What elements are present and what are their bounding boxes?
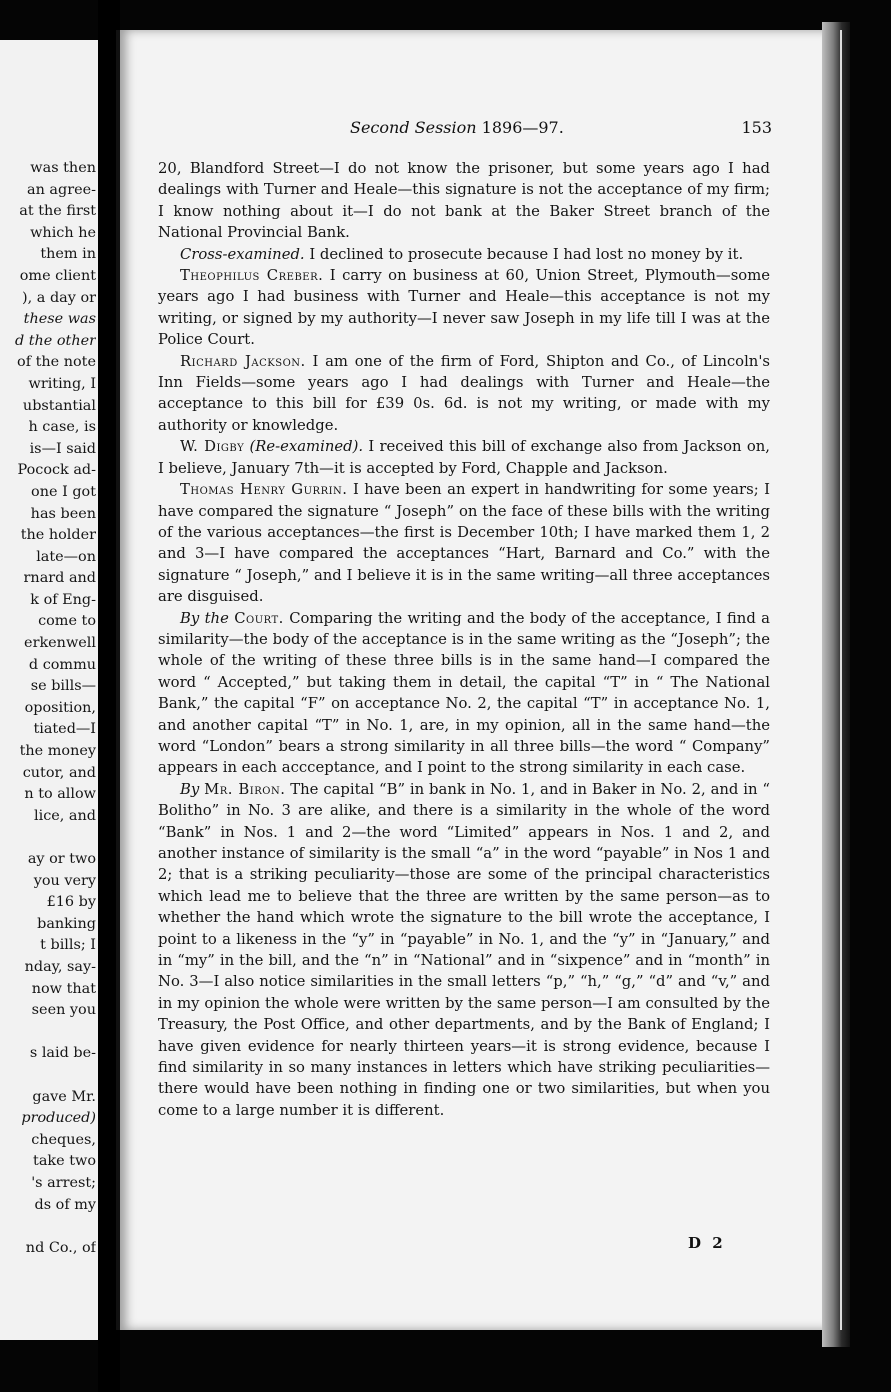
left-fragment-line: rnard and bbox=[23, 570, 96, 587]
speaker-lead: W. Digby bbox=[180, 438, 245, 456]
left-fragment-line: d commu bbox=[28, 656, 96, 673]
speaker-lead-qualifier: Court. bbox=[234, 609, 284, 627]
testimony-paragraph bbox=[158, 351, 770, 437]
left-fragment-line bbox=[0, 1216, 96, 1238]
paragraph-body: I received this bill of exchange also from Jackson on, I believe, January 7th—it is accepted by Ford, Chapple and Jackson. bbox=[158, 438, 770, 477]
paragraph-body: I have been an expert in handwriting for some years; I have compared the signature “ Joseph” on the face of these bills with the writing of the various acceptances—the first is December 10th; I have marked them 1, 2 and 3—I have compared the acceptances “Hart, Barnard and Co.” with the signature “ Joseph,” and I believe it is in the same writing—all three acceptances are disguised. bbox=[158, 481, 770, 606]
paragraph-body: I am one of the firm of Ford, Shipton and Co., of Lincoln's Inn Fields—some years ago I had dealings with Turner and Heale—the acceptance to this bill for £39 0s. 6d. is not my writing, or made with my authority or knowledge. bbox=[158, 352, 770, 434]
running-title bbox=[350, 118, 564, 137]
left-fragment-line: ds of my bbox=[34, 1196, 96, 1213]
speaker-lead: By the bbox=[180, 609, 229, 627]
left-fragment-line: gave Mr. bbox=[32, 1088, 96, 1105]
paragraph-body: The capital “B” in bank in No. 1, and in Baker in No. 2, and in “ Bolitho” in No. 3 are alike, and there is a similarity in the whole of the word “Bank” in Nos. 1 and 2—the word “Limited” appears in Nos. 1 and 2, and another instance of similarity is the small “a” in the word “payable” in Nos 1 and 2; that is a striking peculiarity—those are some of the principal characteristics which lead me to believe that the three are written by the same person—as to whether the hand which wrote the signature to the bill wrote the acceptance, I point to a likeness in the “y” in “payable” in No. 1, and the “y” in “January,” and in “my” in the bill, and the “n” in “National” and in “sixpence” and in “month” in No. 3—I also notice similarities in the small letters “p,” “h,” “g,” “d” and “v,” and in my opinion the whole were written by the same person—I am consulted by the Treasury, the Post Office, and other departments, and by the Bank of England; I have given evidence for nearly thirteen years—it is strong evidence, because I find similarity in so many instances in letters which have striking peculiarities—there would have been nothing in finding one or two similarities, but when you come to a large number it is different. bbox=[158, 780, 770, 1119]
left-fragment-line: banking bbox=[37, 915, 96, 932]
left-fragment-line: nday, say- bbox=[24, 958, 96, 975]
paragraph-body: I declined to prosecute because I had lost no money by it. bbox=[304, 245, 744, 263]
left-fragment-line: nd Co., of bbox=[25, 1239, 96, 1256]
left-fragment-line: ), a day or bbox=[22, 289, 96, 306]
left-fragment-line: writing, I bbox=[28, 375, 96, 392]
left-fragment-line: erkenwell bbox=[24, 635, 96, 652]
left-fragment-line: ubstantial bbox=[22, 397, 96, 414]
left-fragment-line: se bills— bbox=[30, 678, 96, 695]
left-fragment-line: s laid be- bbox=[29, 1045, 96, 1062]
testimony-paragraph bbox=[158, 479, 770, 607]
speaker-lead-qualifier: (Re-examined). bbox=[249, 438, 364, 456]
left-fragment-line: oposition, bbox=[24, 699, 96, 716]
left-fragment-line: an agree- bbox=[27, 181, 96, 198]
left-fragment-line: d the other bbox=[14, 332, 96, 349]
left-fragment-line: was then bbox=[30, 160, 96, 176]
left-fragment-line: come to bbox=[38, 613, 96, 630]
speaker-lead: Thomas Henry Gurrin. bbox=[180, 481, 348, 499]
left-fragment-line: has been bbox=[30, 505, 96, 522]
session-years: 1896—97. bbox=[481, 118, 564, 137]
testimony-paragraph bbox=[158, 436, 770, 479]
page-edge-highlight bbox=[840, 30, 842, 1330]
testimony-text bbox=[158, 158, 770, 1121]
left-fragment-line: now that bbox=[31, 980, 96, 997]
testimony-paragraph bbox=[158, 265, 770, 351]
left-fragment-line: Pocock ad- bbox=[17, 462, 96, 479]
testimony-paragraph bbox=[158, 779, 770, 1122]
left-fragment-line: one I got bbox=[31, 483, 96, 500]
page-number: 153 bbox=[741, 118, 772, 137]
facing-page-left bbox=[0, 40, 101, 1340]
left-fragment-line: seen you bbox=[31, 1002, 96, 1019]
left-fragment-line: take two bbox=[33, 1153, 96, 1170]
paragraph-body: I carry on business at 60, Union Street, Plymouth—some years ago I had business with Turner and Heale—this acceptance is not my writing, or signed by my authority—I never saw Joseph in my life till I was at the Police Court. bbox=[158, 267, 770, 349]
left-fragment-line: h case, is bbox=[28, 419, 96, 436]
left-fragment-line: you very bbox=[33, 872, 96, 889]
testimony-paragraph bbox=[158, 608, 770, 779]
left-fragment-line: cutor, and bbox=[22, 764, 96, 781]
left-fragment-line: lice, and bbox=[34, 807, 96, 824]
speaker-lead-qualifier: Mr. Biron. bbox=[204, 780, 286, 798]
left-fragment-line: is—I said bbox=[29, 440, 96, 457]
left-fragment-line: which he bbox=[30, 224, 96, 241]
left-fragment-line: the holder bbox=[20, 527, 96, 544]
paragraph-body: 20, Blandford Street—I do not know the prisoner, but some years ago I had dealings with Turner and Heale—this signature is not the acceptance of my firm; I know nothing about it—I do not bank at the Baker Street branch of the National Provincial Bank. bbox=[158, 160, 770, 242]
left-fragment-line: ay or two bbox=[27, 851, 96, 867]
left-fragment-line: these was bbox=[23, 311, 96, 328]
left-page-text-fragments bbox=[0, 158, 96, 1259]
left-fragment-line: the money bbox=[19, 743, 96, 760]
left-fragment-line: of the note bbox=[17, 354, 96, 371]
left-fragment-line: n to allow bbox=[24, 786, 96, 803]
left-fragment-line: k of Eng- bbox=[30, 591, 96, 608]
speaker-lead: Theophilus Creber. bbox=[180, 267, 324, 285]
paragraph-body: Comparing the writing and the body of the acceptance, I find a similarity—the body of the acceptance is in the same writing as the “Joseph”; the whole of the writing of these three bills is in the same hand—I compared the word “ Accepted,” but taking them in detail, the capital “T” in “ The National Bank,” the capital “F” on acceptance No. 2, the capital “T” in acceptance No. 1, and another capital “T” in No. 1, are, in my opinion, all in the same hand—the word “London” bears a strong similarity in all three bills—the word “ Company” appears in each accceptance, and I point to the strong similarity in each case. bbox=[158, 609, 770, 777]
left-fragment-line: late—on bbox=[36, 548, 96, 565]
left-fragment-line: cheques, bbox=[31, 1131, 96, 1148]
testimony-paragraph bbox=[158, 158, 770, 244]
left-fragment-line: ome client bbox=[19, 267, 96, 284]
left-fragment-line: produced) bbox=[21, 1110, 96, 1127]
testimony-paragraph bbox=[158, 244, 770, 265]
left-fragment-line: tiated—I bbox=[33, 721, 96, 738]
left-fragment-line bbox=[0, 1065, 96, 1087]
left-fragment-line: t bills; I bbox=[40, 937, 96, 954]
speaker-lead: By bbox=[180, 780, 200, 798]
speaker-lead: Richard Jackson. bbox=[180, 352, 306, 370]
printer-signature-mark: D 2 bbox=[688, 1234, 726, 1252]
left-fragment-line: at the first bbox=[19, 203, 96, 220]
left-fragment-line: £16 by bbox=[46, 894, 96, 911]
left-fragment-line bbox=[0, 827, 96, 849]
left-fragment-line bbox=[0, 1022, 96, 1044]
left-fragment-line: them in bbox=[40, 246, 96, 263]
left-fragment-line: 's arrest; bbox=[31, 1174, 96, 1191]
book-page-edge bbox=[822, 22, 850, 1347]
session-title: Second Session bbox=[350, 118, 477, 137]
speaker-lead: Cross-examined. bbox=[180, 245, 305, 263]
running-header bbox=[120, 118, 790, 142]
